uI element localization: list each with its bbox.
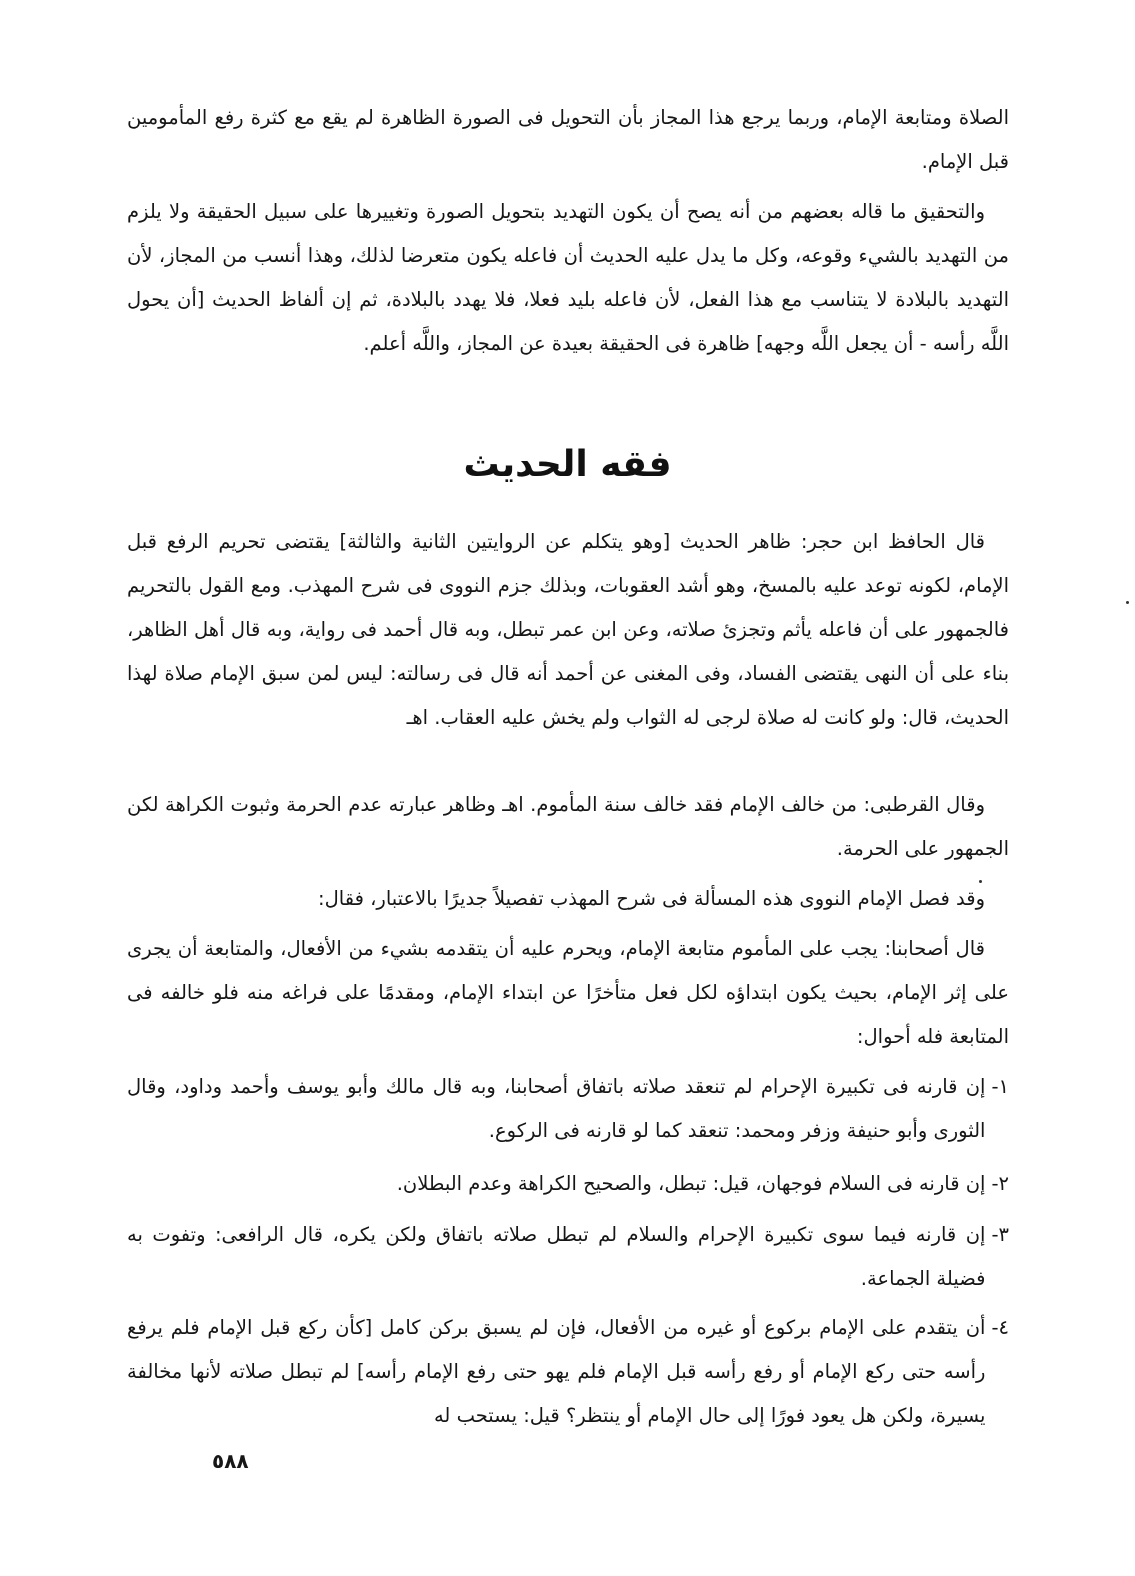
scan-speck [1126, 601, 1129, 604]
paragraph-qurtubi: وقال القرطبى: من خالف الإمام فقد خالف سنة المأموم. اهـ وظاهر عبارته عدم الحرمة وثبوت الكراهة لكن الجمهور على الحرمة. [127, 793, 1009, 860]
paragraph-ibn-hajar: قال الحافظ ابن حجر: ظاهر الحديث [وهو يتكلم عن الروايتين الثانية والثالثة] يقتضى تحريم الرفع قبل الإمام، لكونه توعد عليه بالمسخ، وهو أشد العقوبات، وبذلك جزم النووى فى شرح المهذب. ومع القول بالتحريم فالجمهور على أن فاعله يأثم وتجزئ صلاته، وعن ابن عمر تبطل، وبه قال أحمد فى رواية، وبه قال أهل الظاهر، بناء على أن النهى يقتضى الفساد، وفى المغنى عن أحمد أنه قال فى رسالته: ليس لمن سبق الإمام صلاة لهذا الحديث، قال: ولو كانت له صلاة لرجى له الثواب ولم يخش عليه العقاب. اهـ [127, 530, 1009, 729]
list-item-number: ١- [991, 1075, 1009, 1098]
list-item-text: أن يتقدم على الإمام بركوع أو غيره من الأفعال، فإن لم يسبق بركن كامل [كأن ركع قبل الإمام فلم يرفع رأسه حتى ركع الإمام أو رفع رأسه قبل الإمام فلم يهو حتى رفع الإمام رأسه] لم تبطل صلاته لأنها مخالفة يسيرة، ولكن هل يعود فورًا إلى حال الإمام أو ينتظر؟ قيل: يستحب له [127, 1316, 986, 1427]
page-number: ٥٨٨ [212, 1449, 249, 1473]
list-item [127, 1306, 1009, 1438]
section-heading: فقه الحديث [463, 444, 672, 485]
paragraph-nawawi-intro: وقد فصل الإمام النووى هذه المسألة فى شرح المهذب تفصيلاً جديرًا بالاعتبار، فقال: [318, 887, 985, 910]
list-item-number: ٣- [991, 1223, 1009, 1246]
paragraph-ashabuna: قال أصحابنا: يجب على المأموم متابعة الإمام، ويحرم عليه أن يتقدمه بشيء من الأفعال، والمتابعة أن يجرى على إثر الإمام، بحيث يكون ابتداؤه لكل فعل متأخرًا عن ابتداء الإمام، ومقدمًا على فراغه منه فلو خالفه فى المتابعة فله أحوال: [127, 937, 1009, 1048]
list-item-text: إن قارنه فيما سوى تكبيرة الإحرام والسلام لم تبطل صلاته باتفاق ولكن يكره، قال الرافعى: وتفوت به فضيلة الجماعة. [127, 1223, 986, 1290]
list-item [127, 1162, 1009, 1206]
list-item [127, 1213, 1009, 1301]
paragraph-continuation: الصلاة ومتابعة الإمام، وربما يرجع هذا المجاز بأن التحويل فى الصورة الظاهرة لم يقع مع كثرة رفع المأمومين قبل الإمام. [127, 106, 1009, 173]
list-item-text: إن قارنه فى تكبيرة الإحرام لم تنعقد صلاته باتفاق أصحابنا، وبه قال مالك وأبو يوسف وأحمد وداود، وقال الثورى وأبو حنيفة وزفر ومحمد: تنعقد كما لو قارنه فى الركوع. [127, 1075, 986, 1142]
paragraph-tahqiq: والتحقيق ما قاله بعضهم من أنه يصح أن يكون التهديد بتحويل الصورة وتغييرها على سبيل الحقيقة ولا يلزم من التهديد بالشيء وقوعه، وكل ما يدل عليه الحديث أن فاعله يكون متعرضا لذلك، وهذا أنسب من المجاز، لأن التهديد بالبلادة لا يتناسب مع هذا الفعل، لأن فاعله بليد فعلا، فلا يهدد بالبلادة، ثم إن ألفاظ الحديث [أن يحول اللَّه رأسه - أن يجعل اللَّه وجهه] ظاهرة فى الحقيقة بعيدة عن المجاز، واللَّه أعلم. [127, 200, 1009, 355]
list-item-number: ٤- [991, 1316, 1009, 1339]
list-item [127, 1065, 1009, 1153]
list-item-number: ٢- [991, 1172, 1009, 1195]
list-item-text: إن قارنه فى السلام فوجهان، قيل: تبطل، والصحيح الكراهة وعدم البطلان. [396, 1172, 986, 1195]
scan-speck [979, 880, 982, 883]
